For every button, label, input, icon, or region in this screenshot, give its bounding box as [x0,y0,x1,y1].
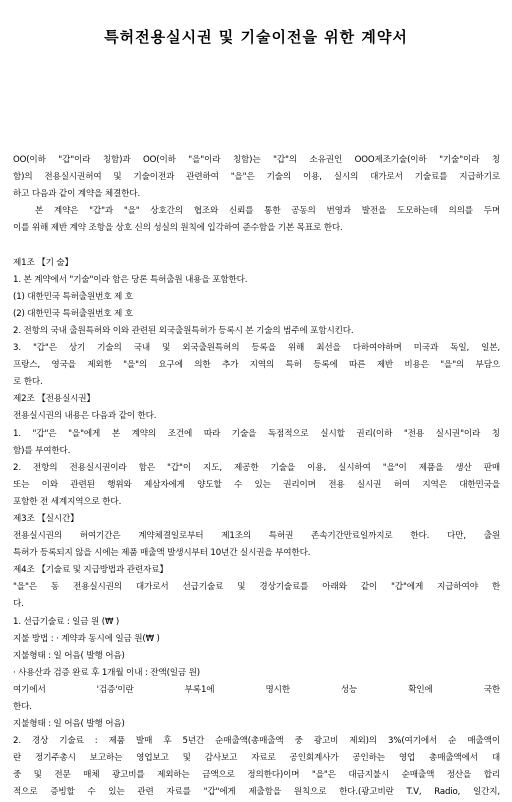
article-4-heading: 제4조 【기술료 및 지급방법과 관련자료】 [13,565,168,576]
clause-line: 여기에서 '검증'이란 부록1에 명시한 성능 확인에 국한 [13,684,500,695]
clause-line: 적으로 증빙할 수 있는 관련 자료를 "갑"에게 제출함을 원칙으로 한다.(광고비란 T.V, Radio, 일간지, [13,787,500,798]
spacer [13,237,500,254]
clause-line: (1) 대한민국 특허출원번호 제 호 [13,291,133,302]
preamble-line: 함)의 전용실시권허여 및 기술이전과 관련하여 "을"은 기술의 이용, 실시의 대가로서 기술료를 지급하기로 [13,172,500,183]
clause-line: 전용실시권의 내용은 다음과 같이 한다. [13,411,157,422]
preamble-line: 이를 위해 제반 계약 조항을 상호 신의 성실의 원칙에 입각하여 준수함을 기본 목표로 한다. [13,223,343,234]
clause-line: 포함한 전 세계지역으로 한다. [13,496,122,507]
clause-line: 지불형태 : 일 어음( 발행 어음) [13,650,125,661]
clause-line: 지불형태 : 일 어음( 발행 어음) [13,719,125,730]
clause-line: 2. 경상 기술료 : 제품 발매 후 5년간 순매출액(총매출액 중 광고비 제외)의 3%(여기에서 순 매출액이 [13,736,500,747]
clause-line: 로 한다. [13,377,43,388]
clause-line: 란 정기주총시 보고하는 영업보고 및 감사보고 자료로 공인회계사가 공인하는 영업 총매출액에서 대 [13,753,500,764]
clause-line: 2. 전항의 전용실시권이라 함은 "갑"이 지도, 제공한 기술을 이용, 실시하여 "을"이 제품을 생산 판매 [13,462,500,473]
clause-line: 또는 이와 관련된 행위와 제삼자에게 양도할 수 있는 권리이며 전용 실시권 허여 지역은 대한민국을 [13,479,500,490]
clause-line: 다. [13,599,24,610]
clause-line: 특허가 등록되지 않을 시에는 제품 매출액 발생시부터 10년간 실시권을 부여한다. [13,548,311,559]
preamble-line: 하고 다음과 같이 계약을 체결한다. [13,189,141,200]
clause-line: 1. "갑"은 "을"에게 본 계약의 조건에 따라 기술을 독점적으로 실시할 권리(이하 "전용 실시권"이라 칭 [13,428,500,439]
document-title: 특허전용실시권 및 기술이전을 위한 계약서 [104,28,408,46]
preamble-line: 본 계약은 "갑"과 "을" 상호간의 협조와 신뢰를 통한 공동의 번영과 발전을 도모하는데 의의를 두며 [35,206,500,217]
clause-line: 지불 방법 : · 계약과 동시에 일금 원(₩ ) [13,633,160,644]
preamble-line: OO(이하 "갑"이라 칭함)과 OO(이하 "을"이라 칭함)는 "갑"의 소유권인 OOO제조기술(이하 "기술"이라 칭 [13,155,500,165]
clause-line: 3. "갑"은 상기 기술의 국내 및 외국출원특허의 등록을 위해 최선을 다하여야하며 미국과 독일, 일본, [13,343,500,354]
clause-line: 중 및 전문 매체 광고비를 제외하는 금액으로 정의한다)이며 "을"은 대금지불시 순매출액 정산을 합리 [13,770,500,781]
document-body [13,152,500,802]
clause-line: 전용실시권의 허여기간은 계약체결일로부터 제1조의 특허권 존속기간만료일까지로 한다. 다만, 출원 [13,531,500,542]
clause-line: 함)를 부여한다. [13,445,71,456]
article-2-heading: 제2조 【전용실시권】 [13,394,95,405]
clause-line: 2. 전항의 국내 출원특허와 이와 관련된 외국출원특허가 등록시 본 기술의 범주에 포함시킨다. [13,325,354,336]
article-3-heading: 제3조 【실시간】 [13,513,79,524]
clause-line: "을"은 동 전용실시권의 대가로서 선급기술료 및 경상기술료를 아래와 같이 "갑"에게 지급하여야 한 [13,582,500,593]
clause-line: 한다. [13,702,32,712]
article-1-heading: 제1조 【기 술】 [13,257,73,268]
clause-line: (2) 대한민국 특허출원번호 제 호 [13,308,133,319]
clause-line: · 사용산과 검증 완료 후 1개월 이내 : 잔액(일금 원) [13,667,201,678]
clause-line: 1. 본 계약에서 "기술"이라 함은 당론 특허출원 내용을 포함한다. [13,274,248,285]
clause-line: 1. 선급기술료 : 일금 원 (₩ ) [13,616,120,627]
clause-line: 프랑스, 영국을 제외한 "을"의 요구에 의한 추가 지역의 특허 등록에 따른 제반 비용은 "을"의 부담으 [13,360,500,371]
